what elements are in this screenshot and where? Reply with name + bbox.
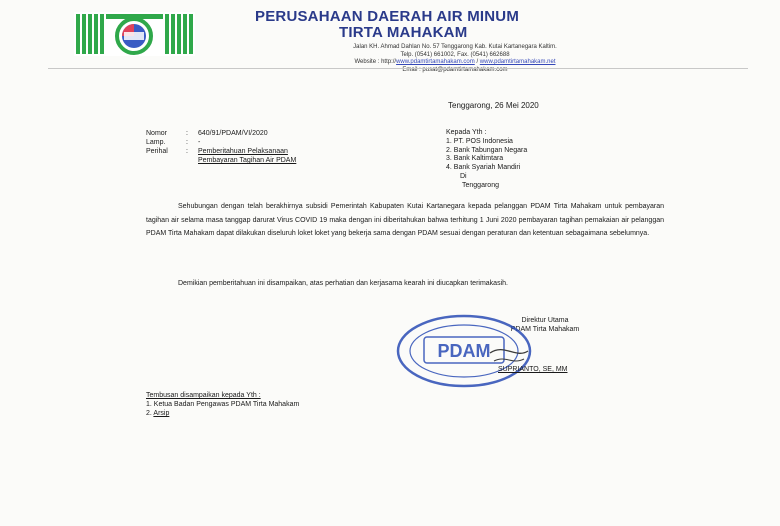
recipient-di: Di [460, 172, 467, 180]
recipient-item: 1. PT. POS Indonesia [446, 137, 513, 145]
company-name-line2: TIRTA MAHAKAM [339, 24, 468, 41]
meta-colon: : [186, 130, 188, 137]
stamp-label: PDAM [437, 341, 491, 361]
carbon-copy-item: 1. Ketua Badan Pengawas PDAM Tirta Mahakam [146, 401, 300, 408]
website-link-net[interactable]: www.pdamtirtamahakam.net [479, 59, 556, 65]
company-address: Jalan KH. Ahmad Dahlan No. 57 Tenggarong Kab. Kutai Kartanegara Kaltim. [353, 44, 557, 50]
website-label: Website : http:// [354, 59, 397, 65]
carbon-copy-number: 2. [146, 410, 152, 417]
meta-row-perihal-cont [146, 156, 296, 165]
carbon-copy-block [146, 391, 299, 418]
meta-row-nomor [146, 129, 296, 138]
meta-value-perihal-2: Pembayaran Tagihan Air PDAM [198, 157, 297, 164]
meta-row-lamp [146, 138, 296, 147]
company-website [255, 59, 655, 67]
meta-key-lamp: Lamp. [146, 139, 166, 146]
signature-title-1: Direktur Utama [521, 317, 569, 324]
recipient-item: 2. Bank Tabungan Negara [446, 146, 528, 154]
meta-colon: : [186, 148, 188, 155]
body-paragraph-2: Demikian pemberitahuan ini disampaikan, atas perhatian dan kerjasama kearah ini diucapkan terimakasih. [178, 280, 508, 287]
meta-key-perihal: Perihal [146, 148, 168, 155]
letter-meta [146, 129, 296, 165]
meta-value-lamp: - [198, 139, 201, 146]
website-separator: / [474, 59, 480, 65]
meta-key-nomor: Nomor [146, 130, 168, 137]
company-phone: Telp. (0541) 661002, Fax. (0541) 662688 [400, 51, 510, 58]
carbon-copy-text: Arsip [153, 410, 170, 417]
recipient-item: 4. Bank Syariah Mandiri [446, 164, 521, 172]
company-stamp [394, 313, 534, 389]
company-email: Email : pusat@pdamtirtamahakam.com [402, 66, 508, 73]
signature-title-2: PDAM Tirta Mahakam [510, 326, 580, 333]
meta-row-perihal [146, 147, 296, 156]
meta-value-nomor: 640/91/PDAM/VI/2020 [198, 130, 268, 137]
recipient-block [446, 129, 527, 191]
signatory-name: SUPRIANTO, SE, MM [498, 366, 568, 373]
letter-date: Tenggarong, 26 Mei 2020 [448, 101, 539, 110]
recipient-heading: Kepada Yth : [446, 129, 487, 136]
pdam-logo [72, 10, 197, 58]
carbon-copy-heading: Tembusan disampaikan kepada Yth : [146, 392, 261, 399]
company-title [255, 9, 655, 41]
meta-value-perihal-1: Pemberitahuan Pelaksanaan [198, 148, 288, 155]
recipient-item: 3. Bank Kaltimtara [446, 155, 504, 163]
company-address-block [255, 44, 655, 74]
carbon-copy-item-2 [146, 409, 299, 418]
website-link-com[interactable]: www.pdamtirtamahakam.com [396, 59, 475, 65]
body-paragraph-1: Sehubungan dengan telah berakhirnya subsidi Pemerintah Kabupaten Kutai Kartanegara kepada pelanggan PDAM Tirta Mahakam untuk pembayaran tagihan air selama masa tanggap darurat Virus COVID 19 maka dengan ini diberitahukan bahwa terhitung 1 Juni 2020 pembayaran tagihan pemakaian air pelanggan PDAM Tirta Mahakam dapat dilakukan diseluruh loket loket yang bekerja sama dengan PDAM sesuai dengan peraturan dan ketentuan sebagaimana sebelumnya. [146, 203, 664, 237]
company-name-line1: PERUSAHAAN DAERAH AIR MINUM [255, 8, 520, 25]
recipient-place: Tenggarong [462, 181, 499, 189]
meta-colon: : [186, 139, 188, 146]
header-divider [48, 68, 748, 69]
